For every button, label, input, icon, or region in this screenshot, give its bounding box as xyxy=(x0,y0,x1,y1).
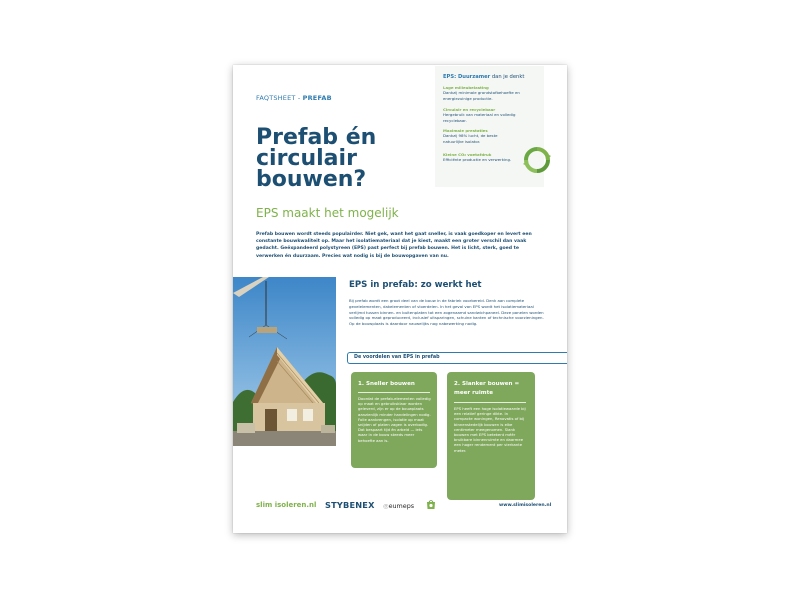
sidebar-title xyxy=(443,74,524,80)
eumeps-mark-icon: ◎ xyxy=(383,502,389,510)
advantage-card xyxy=(351,372,437,468)
title-line-2: circulair xyxy=(256,146,357,171)
sidebar-item xyxy=(443,85,539,101)
kicker-prefix: FAQTSHEET - xyxy=(256,94,303,102)
card-divider xyxy=(358,392,430,393)
advantage-card xyxy=(447,372,535,500)
sidebar-item-label: Lage milieubelasting xyxy=(443,85,489,90)
card-text: EPS heeft een hoge isolatiewaarde bij een relatief geringe dikte. In compacte woningen, Renovatis of bij binnenstedelijk bouwen is elke centimeter meegenomen. Slank bouwen met EPS betekent méér bruikbare binnenruimte en daarmee een hoger rendement per vierkante meter. xyxy=(454,406,526,453)
section-body: Bij prefab wordt een groot deel van de bouw in de fabriek voorbereid. Denk aan complete gevelelementen, dakelementen of vloerdelen. In het geval van EPS wordt het isolatiemateriaal verlijmd tussen binnen- en buitenplaten tot een zogenaamd sandwichpaneel. Deze panelen worden volledig op maat geproduceerd, inclusief uitsparingen, schuine kanten of technische voorzieningen. Op de bouwplaats is daardoor nauwelijks nog nabewerking nodig. xyxy=(349,298,544,327)
sidebar-item-text: Hergebruik van materiaal en volledig recyclebaar. xyxy=(443,112,516,123)
eumeps-logo xyxy=(383,502,414,510)
card-text: Doordat de prefab-elementen volledig op maat en gebruiksklaar worden geleverd, zijn er op de bouwplaats aanzienlijk minder handelingen nodig. Folie aanbrengen, isolatie op maat snijden of platen zagen is overbodig. Dat bespaart tijd én arbeid — iets waar in de bouw steeds meer behoefte aan is. xyxy=(358,396,431,443)
advantages-label: De voordelen van EPS in prefab xyxy=(354,354,440,360)
sidebar-item xyxy=(443,107,539,123)
recycle-arrows-icon xyxy=(521,144,553,176)
sidebar-item-text: Dankzij minimale grondstofbehoefte en energiezuinige productie. xyxy=(443,90,520,101)
eumeps-wordmark: eumeps xyxy=(388,502,415,510)
eps-sidebar xyxy=(435,66,544,187)
page-title xyxy=(256,127,436,190)
slimisoleren-logo: slim isoleren.nl xyxy=(256,501,317,509)
bag-badge-icon xyxy=(426,499,436,510)
kicker xyxy=(256,94,332,102)
prefab-house-photo xyxy=(233,277,336,446)
title-line-1: Prefab én xyxy=(256,125,377,150)
card-heading: 2. Slanker bouwen = meer ruimte xyxy=(454,381,520,396)
title-line-3: bouwen? xyxy=(256,167,367,192)
sidebar-item xyxy=(443,128,507,144)
card-divider xyxy=(454,402,526,403)
subtitle: EPS maakt het mogelijk xyxy=(256,206,399,220)
kicker-bold: PREFAB xyxy=(302,94,332,102)
intro-paragraph: Prefab bouwen wordt steeds populairder. Niet gek, want het gaat sneller, is vaak goedkoper en levert een constante bouwkwaliteit op. Maar het isolatiemateriaal dat je kiest, maakt een groter verschil dan vaak gedacht. Geëxpandeerd polystyreen (EPS) past perfect bij prefab bouwen. Het is licht, sterk, goed te verwerken én duurzaam. Precies wat nodig is bij de bouwopgaven van nu. xyxy=(256,232,532,259)
faqtsheet-page xyxy=(233,65,567,533)
sidebar-item-label: Maximale prestaties xyxy=(443,128,488,133)
card-heading: 1. Sneller bouwen xyxy=(358,381,415,387)
sidebar-item-label: Circulair en recyclebaar xyxy=(443,107,496,112)
sidebar-title-bold: EPS: Duurzamer xyxy=(443,74,491,80)
sidebar-title-rest: dan je denkt xyxy=(490,74,525,80)
sidebar-item-label: Kleine CO₂ voetafdruk xyxy=(443,152,492,157)
advantages-bar xyxy=(347,352,567,364)
sidebar-item-text: Dankzij 98% lucht, de beste natuurlijke isolator. xyxy=(443,133,498,144)
section-heading: EPS in prefab: zo werkt het xyxy=(349,280,482,290)
stybenex-logo: STYBENEX xyxy=(325,500,375,510)
website-url[interactable]: www.slimisoleren.nl xyxy=(499,503,552,508)
sidebar-item xyxy=(443,152,527,163)
sidebar-item-text: Efficiënte productie en verwerking. xyxy=(443,157,512,163)
